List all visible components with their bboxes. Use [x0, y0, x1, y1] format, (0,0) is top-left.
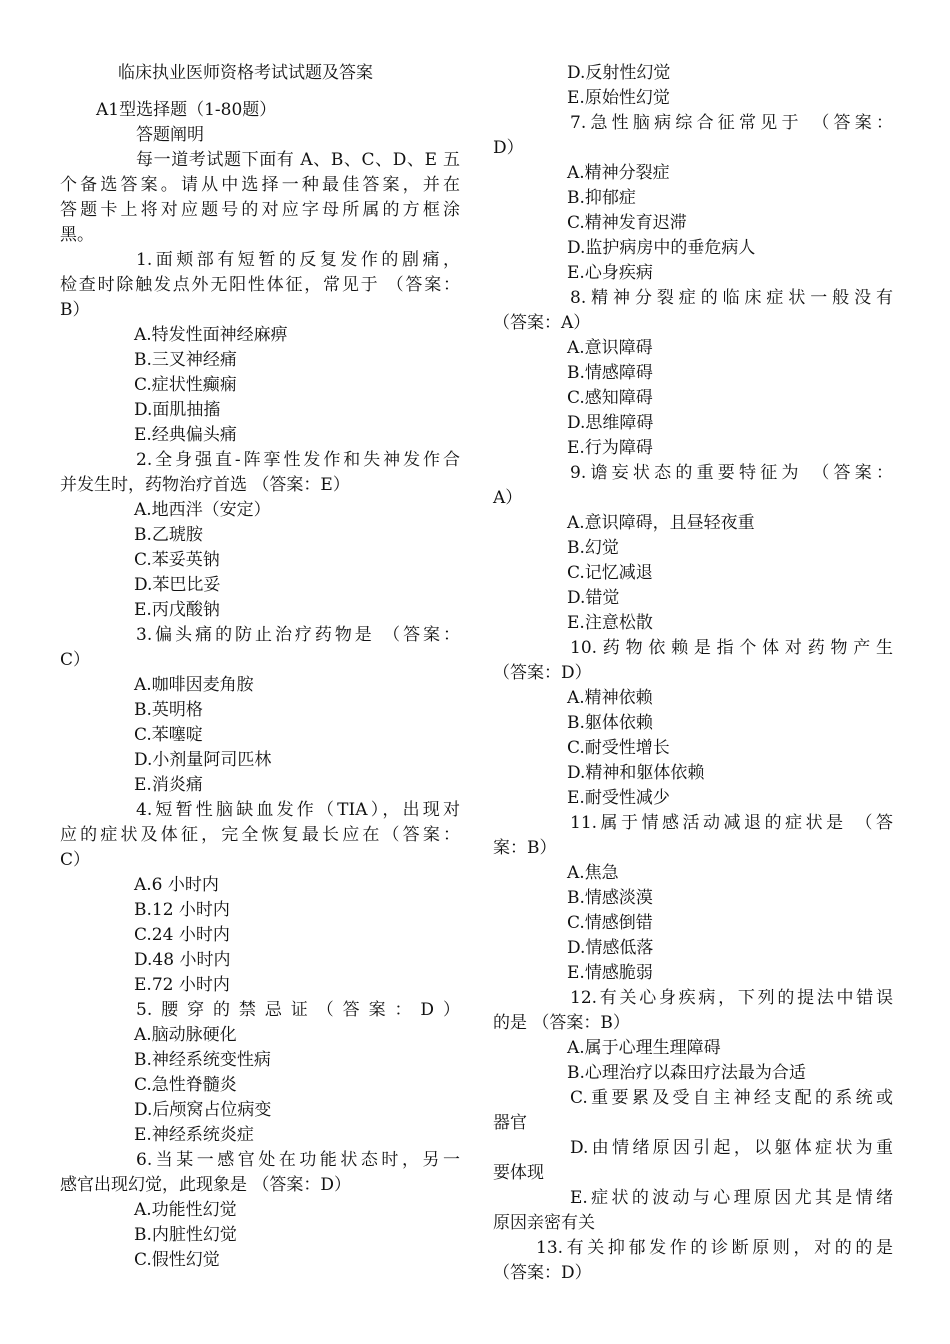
question-continuation: 器官 [493, 1113, 527, 1133]
answer-option: C.苯噻啶 [134, 725, 203, 745]
answer-option: C.假性幻觉 [134, 1250, 220, 1270]
question-continuation: （答案：A） [493, 313, 591, 333]
answer-option: C.症状性癫痫 [134, 375, 237, 395]
question-stem: 11.属于情感活动减退的症状是 （答 [570, 813, 893, 833]
question-continuation: 原因亲密有关 [493, 1213, 595, 1233]
answer-option: B.躯体依赖 [567, 713, 653, 733]
answer-option: D.精神和躯体依赖 [567, 763, 705, 783]
document-title: 临床执业医师资格考试试题及答案 [118, 63, 373, 83]
answer-option: E.行为障碍 [567, 438, 653, 458]
answer-option: E.症状的波动与心理原因尤其是情绪 [570, 1188, 893, 1208]
answer-option: C.急性脊髓炎 [134, 1075, 237, 1095]
answer-option: B.幻觉 [567, 538, 619, 558]
question-stem: 4.短暂性脑缺血发作（TIA），出现对 [136, 800, 460, 820]
left-column [60, 61, 460, 1273]
answer-option: E.经典偏头痛 [134, 425, 237, 445]
answer-option: D.错觉 [567, 588, 620, 608]
question-stem: 1.面颊部有短暂的反复发作的剧痛， [136, 250, 460, 270]
answer-option: E.耐受性减少 [567, 788, 670, 808]
instructions-line: 黑。 [60, 225, 94, 245]
answer-option: C.情感倒错 [567, 913, 653, 933]
answer-option: E.72 小时内 [134, 975, 230, 995]
question-stem: 6.当某一感官处在功能状态时，另一 [136, 1150, 460, 1170]
question-continuation: （答案：D） [493, 663, 592, 683]
answer-option: B.心理治疗以森田疗法最为合适 [567, 1063, 806, 1083]
answer-option: C.耐受性增长 [567, 738, 670, 758]
answer-option: C.24 小时内 [134, 925, 230, 945]
question-continuation: D） [493, 138, 524, 158]
answer-option: E.心身疾病 [567, 263, 653, 283]
answer-option: B.三叉神经痛 [134, 350, 237, 370]
answer-option: C.感知障碍 [567, 388, 653, 408]
question-continuation: （答案：D） [493, 1263, 592, 1283]
answer-option: D.由情绪原因引起，以躯体症状为重 [570, 1138, 893, 1158]
answer-option: E.神经系统炎症 [134, 1125, 254, 1145]
answer-option: D.监护病房中的垂危病人 [567, 238, 756, 258]
instructions-heading: 答题阐明 [136, 125, 204, 145]
answer-option: C.重要累及受自主神经支配的系统或 [570, 1088, 893, 1108]
question-stem: 12.有关心身疾病，下列的提法中错误 [570, 988, 893, 1008]
question-stem: 8.精神分裂症的临床症状一般没有 [570, 288, 893, 308]
answer-option: D.反射性幻觉 [567, 63, 671, 83]
question-stem: 5.腰穿的禁忌证（答案：D） [136, 1000, 460, 1020]
answer-option: D.面肌抽搐 [134, 400, 221, 420]
answer-option: D.小剂量阿司匹林 [134, 750, 272, 770]
answer-option: A.咖啡因麦角胺 [134, 675, 254, 695]
answer-option: A.意识障碍 [567, 338, 653, 358]
instructions-line: 个备选答案。请从中选择一种最佳答案，并在 [60, 175, 460, 195]
answer-option: A.特发性面神经麻痹 [134, 325, 288, 345]
question-continuation: 检查时除触发点外无阳性体征，常见于 （答案： [60, 275, 460, 295]
answer-option: A.精神依赖 [567, 688, 653, 708]
question-stem: 10.药物依赖是指个体对药物产生 [570, 638, 893, 658]
question-continuation: B） [60, 300, 90, 320]
answer-option: C.精神发育迟滞 [567, 213, 687, 233]
answer-option: E.原始性幻觉 [567, 88, 670, 108]
question-stem: 7.急性脑病综合征常见于 （答案： [570, 113, 893, 133]
question-continuation: 的是 （答案：B） [493, 1013, 630, 1033]
answer-option: B.情感障碍 [567, 363, 653, 383]
answer-option: B.神经系统变性病 [134, 1050, 271, 1070]
instructions-line: 答题卡上将对应题号的对应字母所属的方框涂 [60, 200, 460, 220]
question-stem: 9.谵妄状态的重要特征为 （答案： [570, 463, 893, 483]
answer-option: D.思维障碍 [567, 413, 654, 433]
answer-option: D.苯巴比妥 [134, 575, 221, 595]
answer-option: A.焦急 [567, 863, 619, 883]
question-continuation: 案：B） [493, 838, 557, 858]
answer-option: A.意识障碍，且昼轻夜重 [567, 513, 755, 533]
answer-option: D.后颅窝占位病变 [134, 1100, 272, 1120]
answer-option: A.属于心理生理障碍 [567, 1038, 721, 1058]
question-continuation: A） [493, 488, 523, 508]
section-heading: A1型选择题（1-80题） [96, 100, 277, 120]
question-continuation: C） [60, 650, 91, 670]
answer-option: E.丙戊酸钠 [134, 600, 220, 620]
answer-option: D.情感低落 [567, 938, 654, 958]
question-continuation: 应的症状及体征，完全恢复最长应在（答案： [60, 825, 460, 845]
answer-option: A.脑动脉硬化 [134, 1025, 237, 1045]
question-continuation: C） [60, 850, 91, 870]
answer-option: B.抑郁症 [567, 188, 636, 208]
question-stem: 13.有关抑郁发作的诊断原则，对的的是 [536, 1238, 893, 1258]
answer-option: B.乙琥胺 [134, 525, 203, 545]
answer-option: E.注意松散 [567, 613, 653, 633]
answer-option: B.英明格 [134, 700, 203, 720]
answer-option: A.6 小时内 [134, 875, 219, 895]
answer-option: C.苯妥英钠 [134, 550, 220, 570]
answer-option: A.精神分裂症 [567, 163, 670, 183]
answer-option: D.48 小时内 [134, 950, 231, 970]
answer-option: C.记忆减退 [567, 563, 653, 583]
question-continuation: 感官出现幻觉，此现象是 （答案：D） [60, 1175, 352, 1195]
instructions-line: 每一道考试题下面有 A、B、C、D、E 五 [136, 150, 460, 170]
right-column [493, 61, 893, 1286]
question-continuation: 要体现 [493, 1163, 544, 1183]
answer-option: A.地西泮（安定） [134, 500, 271, 520]
answer-option: E.消炎痛 [134, 775, 203, 795]
answer-option: B.情感淡漠 [567, 888, 653, 908]
answer-option: B.内脏性幻觉 [134, 1225, 237, 1245]
question-stem: 2.全身强直-阵挛性发作和失神发作合 [136, 450, 460, 470]
answer-option: B.12 小时内 [134, 900, 230, 920]
answer-option: A.功能性幻觉 [134, 1200, 237, 1220]
question-continuation: 并发生时，药物治疗首选 （答案：E） [60, 475, 350, 495]
answer-option: E.情感脆弱 [567, 963, 653, 983]
question-stem: 3.偏头痛的防止治疗药物是 （答案： [136, 625, 460, 645]
